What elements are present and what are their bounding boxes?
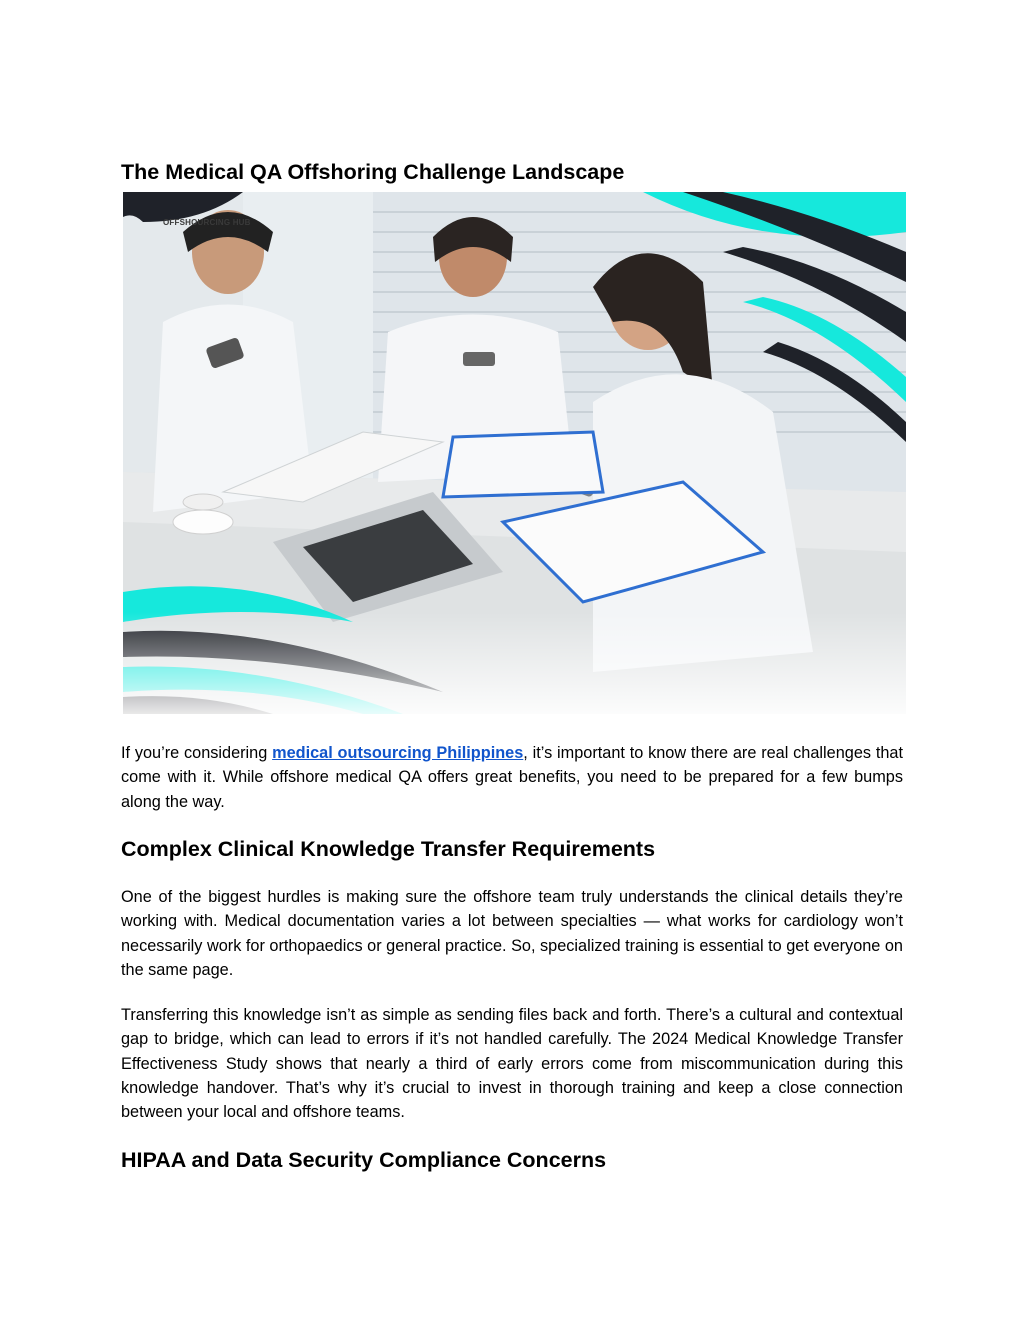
medical-outsourcing-link[interactable]: medical outsourcing Philippines bbox=[272, 744, 524, 762]
knowledge-transfer-paragraph-2: Transferring this knowledge isn’t as simple as sending files back and forth. There’s a cultural and contextual gap to bridge, which can lead to errors if it’s not handled carefully. The 2024 Medical Knowledge Transfer Effectiveness Study shows that nearly a third of early errors come from miscommunication during this knowledge handover. That’s why it’s crucial to invest in thorough training and keep a close connection between your local and offshore teams. bbox=[121, 1006, 903, 1122]
photo-illustration bbox=[123, 192, 906, 714]
intro-paragraph bbox=[121, 741, 903, 814]
offsourcing-hub-logo: OFFSHOURCING HUB bbox=[163, 218, 251, 227]
medical-team-photo bbox=[123, 192, 906, 714]
section-heading-hipaa: HIPAA and Data Security Compliance Concerns bbox=[121, 1148, 607, 1172]
intro-text-after: , it’s important to know there are real challenges that come with it. While offshore medical QA offers great benefits, you need to be prepared for a few bumps along the way. bbox=[121, 744, 903, 811]
intro-text-before: If you’re considering bbox=[121, 744, 273, 762]
knowledge-transfer-paragraph-1: One of the biggest hurdles is making sure the offshore team truly understands the clinical details they’re working with. Medical documentation varies a lot between specialties — what works for cardiology won’t necessarily work for orthopaedics or general practice. So, specialized training is essential to get everyone on the same page. bbox=[121, 888, 903, 979]
section-heading-knowledge-transfer: Complex Clinical Knowledge Transfer Requirements bbox=[121, 837, 656, 861]
section-heading-landscape: The Medical QA Offshoring Challenge Landscape bbox=[121, 160, 625, 184]
